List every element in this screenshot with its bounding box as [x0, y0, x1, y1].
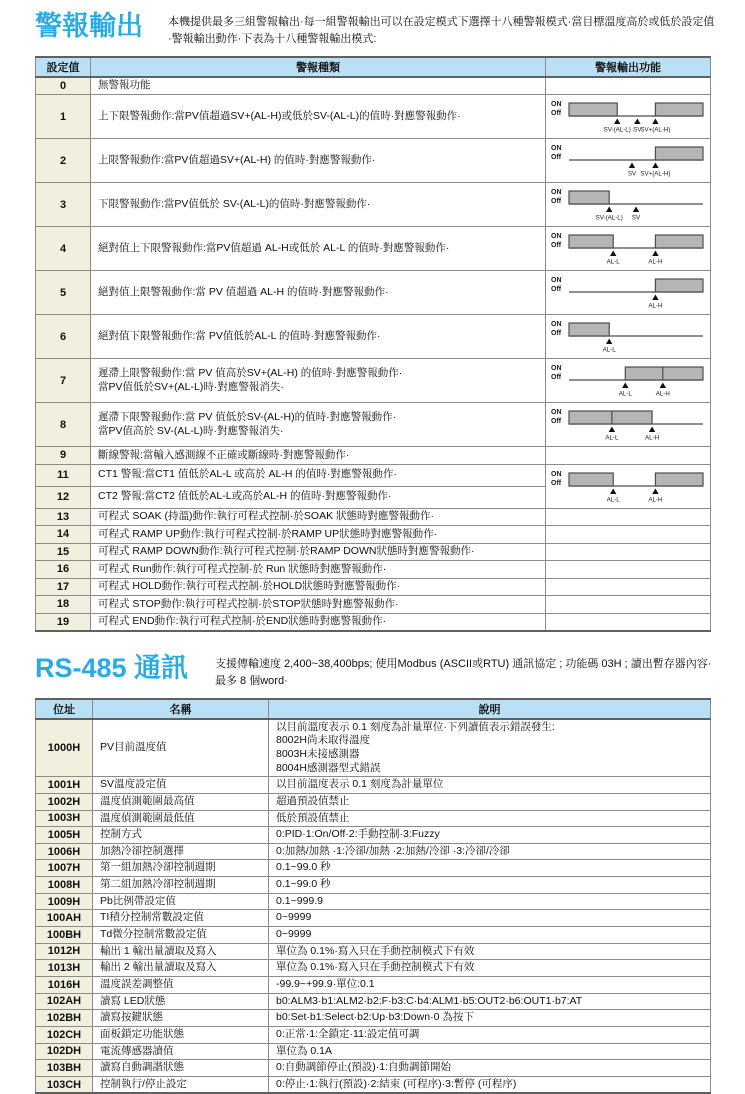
rs485-table-row [36, 943, 711, 960]
alarm-header-setting-value: 設定值 [36, 57, 91, 77]
alarm-output-timing-diagram [549, 139, 707, 177]
svg-text:AL-L: AL-L [605, 434, 619, 442]
threshold-marker-icon [652, 163, 658, 169]
alarm-diagram-cell [546, 613, 711, 631]
alarm-setting-value: 0 [36, 77, 91, 95]
alarm-table-row [36, 508, 711, 526]
threshold-marker-icon [629, 163, 635, 169]
alarm-section-title: 警報輸出 [35, 11, 143, 41]
threshold-marker-icon [606, 339, 612, 345]
alarm-table-row [36, 359, 711, 403]
alarm-table-row [36, 227, 711, 271]
alarm-table-row [36, 139, 711, 183]
alarm-table-row [36, 183, 711, 227]
rs485-table-row [36, 1076, 711, 1093]
alarm-setting-value: 7 [36, 359, 91, 403]
register-address: 1005H [36, 827, 93, 844]
svg-text:ON: ON [551, 145, 562, 153]
register-address: 102DH [36, 1043, 93, 1060]
alarm-type-text: 可程式 STOP動作:執行可程式控制·於STOP狀態時對應警報動作· [91, 596, 546, 614]
register-address: 1000H [36, 719, 93, 777]
manual-page [0, 11, 745, 1091]
register-description: 低於預設值禁止 [269, 810, 711, 827]
register-description: -99.9~+99.9·單位:0.1 [269, 976, 711, 993]
svg-text:ON: ON [551, 321, 562, 329]
rs485-header-name: 名稱 [93, 699, 269, 719]
threshold-marker-icon [606, 207, 612, 213]
register-description: 以目前溫度表示 0.1 刻度為計量單位·下列讀值表示錯誤發生: 8002H尚未取得溫度 8003H未接感測器 8004H感測器型式錯誤 [269, 719, 711, 777]
alarm-table-row [36, 543, 711, 561]
alarm-table-row [36, 403, 711, 447]
register-address: 103BH [36, 1060, 93, 1077]
svg-text:ON: ON [551, 101, 562, 109]
alarm-setting-value: 4 [36, 227, 91, 271]
register-description: 0:自動調節停止(預設)·1:自動調節開始 [269, 1060, 711, 1077]
svg-text:SV-(AL-L): SV-(AL-L) [595, 214, 623, 222]
threshold-marker-icon [633, 207, 639, 213]
rs485-header-description: 說明 [269, 699, 711, 719]
rs485-table-row [36, 927, 711, 944]
register-name: 加熱冷卻控制選擇 [93, 843, 269, 860]
rs485-table-header-row [36, 699, 711, 719]
svg-text:Off: Off [551, 330, 562, 338]
alarm-type-text: 絕對值下限警報動作:當 PV值低於AL-L 的值時·對應警報動作· [91, 315, 546, 359]
svg-text:Off: Off [551, 110, 562, 118]
svg-text:Off: Off [551, 154, 562, 162]
register-description: 0:加熱/加熱 ·1:冷卻/加熱 ·2:加熱/冷卻 ·3:冷卻/冷卻 [269, 843, 711, 860]
alarm-header-output-function: 警報輸出功能 [546, 57, 711, 77]
register-name: 溫度誤差調整值 [93, 976, 269, 993]
svg-text:Off: Off [551, 374, 562, 382]
threshold-marker-icon [610, 251, 616, 257]
alarm-diagram-cell [546, 447, 711, 465]
alarm-output-timing-diagram [549, 271, 707, 309]
alarm-setting-value: 2 [36, 139, 91, 183]
rs485-table-row [36, 827, 711, 844]
rs485-register-table [35, 698, 711, 1094]
alarm-output-timing-diagram [549, 465, 707, 503]
register-address: 1012H [36, 943, 93, 960]
svg-text:ON: ON [551, 277, 562, 285]
rs485-header-address: 位址 [36, 699, 93, 719]
svg-text:AL-L: AL-L [618, 390, 632, 398]
register-name: SV溫度設定值 [93, 777, 269, 794]
alarm-setting-value: 13 [36, 508, 91, 526]
alarm-diagram-cell [546, 183, 711, 227]
register-address: 102CH [36, 1026, 93, 1043]
alarm-type-text: 遲滯下限警報動作:當 PV 值低於SV-(AL-H)的值時·對應警報動作· 當PV值高於 SV-(AL-L)時·對應警報消失· [91, 403, 546, 447]
svg-text:ON: ON [551, 470, 562, 478]
alarm-setting-value: 5 [36, 271, 91, 315]
alarm-setting-value: 17 [36, 578, 91, 596]
alarm-table-row [36, 578, 711, 596]
register-name: 讀寫 LED狀態 [93, 993, 269, 1010]
svg-text:SV: SV [633, 126, 642, 134]
rs485-table-row [36, 877, 711, 894]
register-address: 100BH [36, 927, 93, 944]
rs485-table-row [36, 777, 711, 794]
alarm-setting-value: 11 [36, 464, 91, 486]
svg-text:AL-H: AL-H [648, 302, 663, 310]
alarm-diagram-cell [546, 561, 711, 579]
svg-text:AL-H: AL-H [648, 496, 663, 503]
rs485-section-header [35, 654, 715, 690]
svg-text:AL-L: AL-L [606, 496, 620, 503]
alarm-header-alarm-type: 警報種類 [91, 57, 546, 77]
register-description: 單位為 0.1%·寫入只在手動控制模式下有效 [269, 960, 711, 977]
svg-text:ON: ON [551, 365, 562, 373]
rs485-table-row [36, 843, 711, 860]
register-description: 單位為 0.1%·寫入只在手動控制模式下有效 [269, 943, 711, 960]
register-description: 超過預設值禁止 [269, 793, 711, 810]
threshold-marker-icon [649, 427, 655, 433]
alarm-setting-value: 18 [36, 596, 91, 614]
alarm-diagram-cell [546, 139, 711, 183]
svg-text:Off: Off [551, 286, 562, 294]
threshold-marker-icon [652, 488, 658, 494]
alarm-type-text: 可程式 RAMP DOWN動作:執行可程式控制·於RAMP DOWN狀態時對應警報動作· [91, 543, 546, 561]
alarm-table-body [36, 77, 711, 631]
alarm-type-text: 絕對值上下限警報動作:當PV值超過 AL-H或低於 AL-L 的值時·對應警報動作· [91, 227, 546, 271]
threshold-marker-icon [614, 119, 620, 125]
register-address: 103CH [36, 1076, 93, 1093]
register-name: 溫度偵測範圍最高值 [93, 793, 269, 810]
svg-text:Off: Off [551, 479, 562, 487]
alarm-diagram-cell [546, 526, 711, 544]
register-name: 面板鎖定功能狀態 [93, 1026, 269, 1043]
register-address: 1006H [36, 843, 93, 860]
register-description: 0.1~99.0 秒 [269, 860, 711, 877]
svg-text:AL-H: AL-H [655, 390, 670, 398]
svg-text:SV: SV [627, 170, 637, 178]
rs485-table-row [36, 793, 711, 810]
register-description: 以目前溫度表示 0.1 刻度為計量單位 [269, 777, 711, 794]
svg-text:Off: Off [551, 418, 562, 426]
alarm-type-text: 遲滯上限警報動作:當 PV 值高於SV+(AL-H) 的值時·對應警報動作· 當PV值低於SV+(AL-L)時·對應警報消失· [91, 359, 546, 403]
alarm-diagram-cell [546, 578, 711, 596]
alarm-setting-value: 12 [36, 486, 91, 508]
svg-text:SV: SV [631, 214, 641, 222]
alarm-type-text: 上下限警報動作:當PV值超過SV+(AL-H)或低於SV-(AL-L)的值時·對應警報動作· [91, 95, 546, 139]
register-description: 0:正常·1:全鎖定·11:設定值可調 [269, 1026, 711, 1043]
threshold-marker-icon [660, 383, 666, 389]
alarm-type-text: 可程式 HOLD動作:執行可程式控制·於HOLD狀態時對應警報動作· [91, 578, 546, 596]
svg-text:Off: Off [551, 198, 562, 206]
alarm-section-description: 本機提供最多三組警報輸出·每一組警報輸出可以在設定模式下選擇十八種警報模式·當目標溫度高於或低於設定值·警報輸出動作·下表為十八種警報輸出模式: [168, 16, 715, 46]
alarm-type-text: 可程式 END動作:執行可程式控制·於END狀態時對應警報動作· [91, 613, 546, 631]
alarm-diagram-cell [546, 464, 711, 508]
rs485-table-row [36, 1010, 711, 1027]
alarm-output-timing-diagram [549, 95, 707, 133]
rs485-table-row [36, 960, 711, 977]
register-name: 讀寫按鍵狀態 [93, 1010, 269, 1027]
register-address: 1003H [36, 810, 93, 827]
threshold-marker-icon [652, 295, 658, 301]
threshold-marker-icon [622, 383, 628, 389]
alarm-setting-value: 16 [36, 561, 91, 579]
alarm-table-row [36, 464, 711, 486]
register-description: 0.1~99.0 秒 [269, 877, 711, 894]
alarm-type-text: 上限警報動作:當PV值超過SV+(AL-H) 的值時·對應警報動作· [91, 139, 546, 183]
register-address: 100AH [36, 910, 93, 927]
alarm-setting-value: 14 [36, 526, 91, 544]
register-description: 單位為 0.1A [269, 1043, 711, 1060]
svg-text:ON: ON [551, 409, 562, 417]
svg-text:ON: ON [551, 233, 562, 241]
alarm-table-row [36, 613, 711, 631]
alarm-output-timing-diagram [549, 183, 707, 221]
register-address: 1009H [36, 893, 93, 910]
rs485-table-row [36, 719, 711, 777]
rs485-table-body [36, 719, 711, 1094]
alarm-diagram-cell [546, 359, 711, 403]
alarm-type-text: CT1 警報:當CT1 值低於AL-L 或高於 AL-H 的值時·對應警報動作· [91, 464, 546, 486]
svg-text:SV+(AL-H): SV+(AL-H) [640, 126, 671, 134]
register-name: 第二組加熱冷卻控制週期 [93, 877, 269, 894]
register-description: 0~9999 [269, 910, 711, 927]
alarm-diagram-cell [546, 543, 711, 561]
alarm-type-text: 斷線警報:當輸入感測線不正確或斷線時·對應警報動作· [91, 447, 546, 465]
alarm-type-text: 可程式 RAMP UP動作:執行可程式控制·於RAMP UP狀態時對應警報動作· [91, 526, 546, 544]
register-description: 0.1~999.9 [269, 893, 711, 910]
register-description: 0~9999 [269, 927, 711, 944]
alarm-diagram-cell [546, 403, 711, 447]
alarm-section-header [35, 12, 715, 48]
alarm-table-row [36, 77, 711, 95]
alarm-table-row [36, 561, 711, 579]
register-address: 102AH [36, 993, 93, 1010]
register-name: 電流傳感器讀值 [93, 1043, 269, 1060]
alarm-diagram-cell [546, 95, 711, 139]
svg-text:Off: Off [551, 242, 562, 250]
register-name: PV目前溫度值 [93, 719, 269, 777]
alarm-setting-value: 3 [36, 183, 91, 227]
svg-text:SV+(AL-H): SV+(AL-H) [640, 170, 671, 178]
alarm-setting-value: 19 [36, 613, 91, 631]
svg-text:AL-H: AL-H [645, 434, 660, 442]
rs485-table-row [36, 810, 711, 827]
alarm-diagram-cell [546, 508, 711, 526]
alarm-setting-value: 8 [36, 403, 91, 447]
svg-text:AL-L: AL-L [602, 346, 616, 354]
alarm-type-text: 絕對值上限警報動作:當 PV 值超過 AL-H 的值時·對應警報動作· [91, 271, 546, 315]
threshold-marker-icon [634, 119, 640, 125]
register-description: 0:停止·1:執行(預設)·2:結束 (可程序)·3:暫停 (可程序) [269, 1076, 711, 1093]
register-name: Td微分控制常數設定值 [93, 927, 269, 944]
register-address: 102BH [36, 1010, 93, 1027]
rs485-table-row [36, 1060, 711, 1077]
alarm-diagram-cell [546, 315, 711, 359]
register-description: b0:ALM3·b1:ALM2·b2:F·b3:C·b4:ALM1·b5:OUT2·b6:OUT1·b7:AT [269, 993, 711, 1010]
alarm-setting-value: 6 [36, 315, 91, 359]
svg-text:SV-(AL-L): SV-(AL-L) [603, 126, 631, 134]
alarm-table-row [36, 526, 711, 544]
rs485-table-row [36, 910, 711, 927]
alarm-setting-value: 15 [36, 543, 91, 561]
register-name: 控制方式 [93, 827, 269, 844]
alarm-diagram-cell [546, 271, 711, 315]
alarm-type-text: 下限警報動作:當PV值低於 SV-(AL-L)的值時·對應警報動作· [91, 183, 546, 227]
rs485-section-description: 支援傳輸速度 2,400~38,400bps; 使用Modbus (ASCII或RTU) 通訊協定 ; 功能碼 03H ; 讀出暫存器內容·最多 8 個word· [215, 657, 712, 687]
alarm-output-timing-diagram [549, 315, 707, 353]
rs485-table-row [36, 860, 711, 877]
rs485-table-row [36, 993, 711, 1010]
alarm-table-row [36, 315, 711, 359]
threshold-marker-icon [652, 119, 658, 125]
alarm-type-text: 可程式 SOAK (持溫)動作:執行可程式控制·於SOAK 狀態時對應警報動作· [91, 508, 546, 526]
register-name: 溫度偵測範圍最低值 [93, 810, 269, 827]
register-name: 控制執行/停止設定 [93, 1076, 269, 1093]
register-name: 第一組加熱冷卻控制週期 [93, 860, 269, 877]
alarm-type-text: CT2 警報:當CT2 值低於AL-L或高於AL-H 的值時·對應警報動作· [91, 486, 546, 508]
alarm-type-text: 可程式 Run動作:執行可程式控制·於 Run 狀態時對應警報動作· [91, 561, 546, 579]
svg-text:AL-H: AL-H [648, 258, 663, 266]
alarm-output-table [35, 56, 711, 632]
rs485-table-row [36, 1043, 711, 1060]
register-name: 輸出 2 輸出量讀取及寫入 [93, 960, 269, 977]
register-address: 1002H [36, 793, 93, 810]
register-description: 0:PID·1:On/Off·2:手動控制·3:Fuzzy [269, 827, 711, 844]
register-address: 1001H [36, 777, 93, 794]
alarm-diagram-cell [546, 77, 711, 95]
alarm-output-timing-diagram [549, 403, 707, 441]
alarm-diagram-cell [546, 227, 711, 271]
alarm-setting-value: 1 [36, 95, 91, 139]
rs485-section-title: RS-485 通訊 [35, 652, 189, 683]
register-name: Pb比例帶設定值 [93, 893, 269, 910]
register-address: 1013H [36, 960, 93, 977]
alarm-table-row [36, 447, 711, 465]
threshold-marker-icon [610, 488, 616, 494]
register-address: 1016H [36, 976, 93, 993]
register-name: TI積分控制常數設定值 [93, 910, 269, 927]
register-name: 讀寫自動調諧狀態 [93, 1060, 269, 1077]
alarm-table-header-row [36, 57, 711, 77]
alarm-output-timing-diagram [549, 359, 707, 397]
alarm-diagram-cell [546, 596, 711, 614]
rs485-table-row [36, 893, 711, 910]
rs485-table-row [36, 976, 711, 993]
svg-text:ON: ON [551, 189, 562, 197]
register-name: 輸出 1 輸出量讀取及寫入 [93, 943, 269, 960]
alarm-table-row [36, 271, 711, 315]
threshold-marker-icon [652, 251, 658, 257]
register-description: b0:Set·b1:Select·b2:Up·b3:Down·0 為按下 [269, 1010, 711, 1027]
alarm-table-row [36, 596, 711, 614]
svg-text:AL-L: AL-L [606, 258, 620, 266]
alarm-table-row [36, 95, 711, 139]
threshold-marker-icon [609, 427, 615, 433]
alarm-output-timing-diagram [549, 227, 707, 265]
rs485-table-row [36, 1026, 711, 1043]
alarm-setting-value: 9 [36, 447, 91, 465]
alarm-type-text: 無警報功能 [91, 77, 546, 95]
register-address: 1008H [36, 877, 93, 894]
register-address: 1007H [36, 860, 93, 877]
